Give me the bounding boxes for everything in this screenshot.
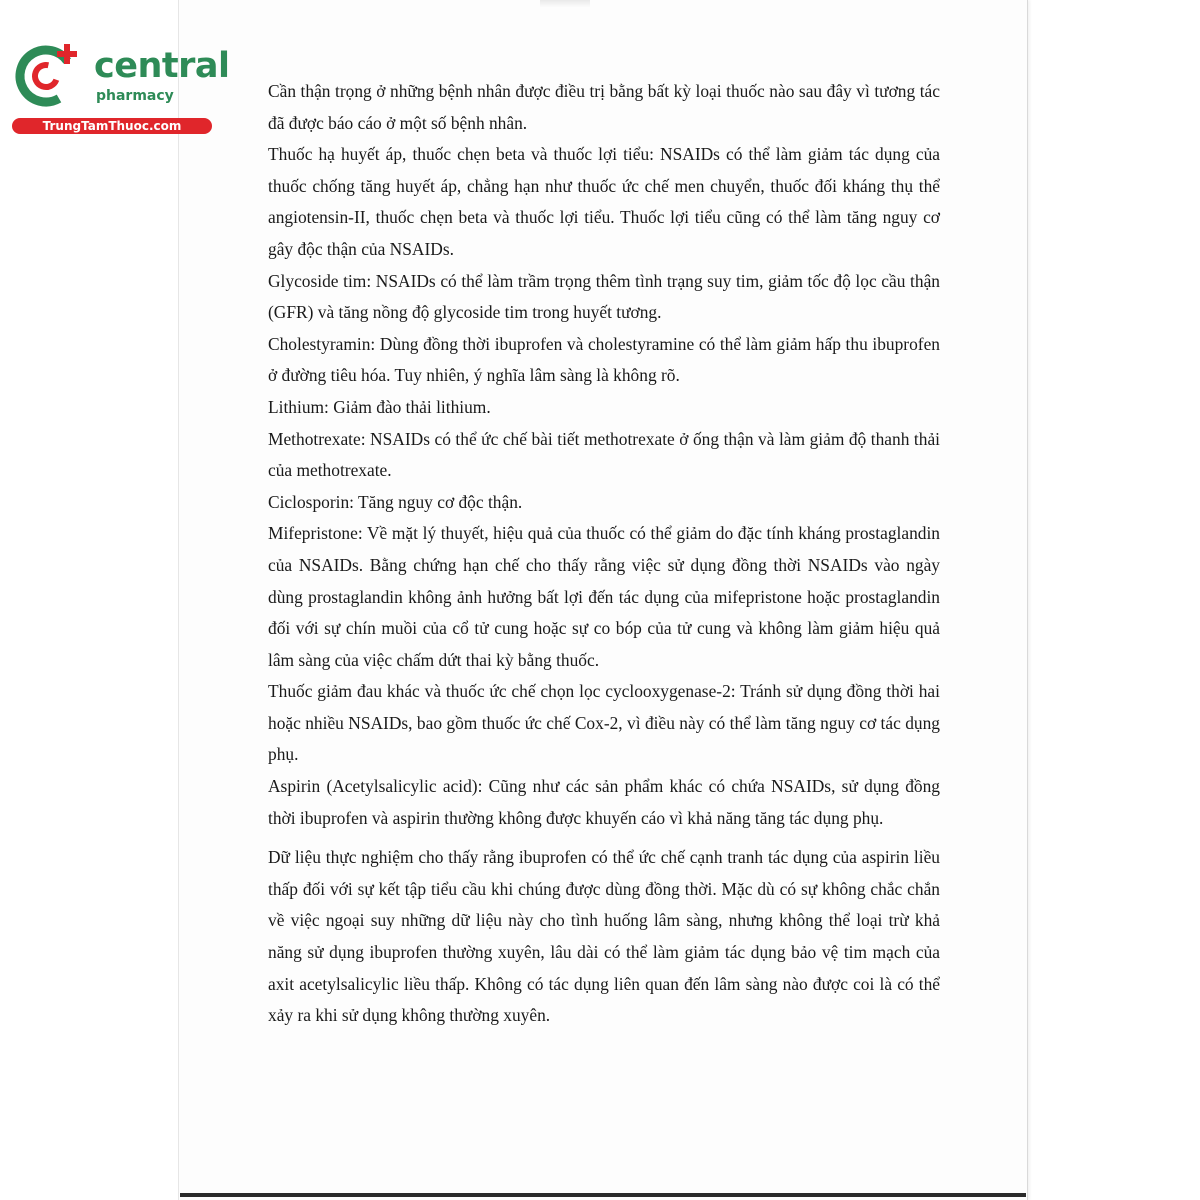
paragraph: Cần thận trọng ở những bệnh nhân được điều trị bằng bất kỳ loại thuốc nào sau đây vì tương tác đã được báo cáo ở một số bệnh nhân. [268,81,940,133]
central-pharmacy-logo [8,38,230,138]
pharmacy-cross-icon [12,38,84,110]
paragraph: Thuốc hạ huyết áp, thuốc chẹn beta và thuốc lợi tiểu: NSAIDs có thể làm giảm tác dụng của thuốc chống tăng huyết áp, chẳng hạn như thuốc ức chế men chuyển, thuốc đối kháng thụ thể angiotensin-II, thuốc chẹn beta và thuốc lợi tiểu. Thuốc lợi tiểu cũng có thể làm tăng nguy cơ gây độc thận của NSAIDs. [268,144,940,259]
paragraph: Mifepristone: Về mặt lý thuyết, hiệu quả của thuốc có thể giảm do đặc tính kháng prostaglandin của NSAIDs. Bằng chứng hạn chế cho thấy rằng việc sử dụng đồng thời NSAIDs vào ngày dùng prostaglandin không ảnh hưởng bất lợi đến tác dụng của mifepristone hoặc prostaglandin đối với sự chín muồi của cổ tử cung hoặc sự co bóp của tử cung và không làm giảm hiệu quả lâm sàng của việc chấm dứt thai kỳ bằng thuốc. [268,523,940,670]
margin-stamp-mark [1012,418,1030,568]
logo-wordmark: central [94,46,230,86]
paragraph: Methotrexate: NSAIDs có thể ức chế bài tiết methotrexate ở ống thận và làm giảm độ thanh thải của methotrexate. [268,428,940,481]
paragraph: Ciclosporin: Tăng nguy cơ độc thận. [268,491,523,512]
logo-subtitle: pharmacy [96,88,174,104]
scan-artifact [540,0,590,8]
paragraph: Cholestyramin: Dùng đồng thời ibuprofen và cholestyramine có thể làm giảm hấp thu ibuprofen ở đường tiêu hóa. Tuy nhiên, ý nghĩa lâm sàng là không rõ. [268,333,940,386]
paragraph: Lithium: Giảm đào thải lithium. [268,396,491,417]
paragraph: Dữ liệu thực nghiệm cho thấy rằng ibuprofen có thể ức chế cạnh tranh tác dụng của aspirin liều thấp đối với sự kết tập tiểu cầu khi chúng được dùng đồng thời. Mặc dù có sự không chắc chắn về việc ngoại suy những dữ liệu này cho tình huống lâm sàng, nhưng không thể loại trừ khả năng sử dụng ibuprofen thường xuyên, lâu dài có thể làm giảm tác dụng bảo vệ tim mạch của axit acetylsalicylic liều thấp. Không có tác dụng liên quan đến lâm sàng nào được coi là có thể xảy ra khi sử dụng không thường xuyên. [268,847,940,1026]
paragraph: Aspirin (Acetylsalicylic acid): Cũng như các sản phẩm khác có chứa NSAIDs, sử dụng đồng thời ibuprofen và aspirin thường không được khuyến cáo vì khả năng tăng tác dụng phụ. [268,776,940,828]
document-body [268,76,940,1032]
page-bottom-edge [180,1193,1026,1197]
paragraph: Thuốc giảm đau khác và thuốc ức chế chọn lọc cyclooxygenase-2: Tránh sử dụng đồng thời hai hoặc nhiều NSAIDs, bao gồm thuốc ức chế Cox-2, vì điều này có thể làm tăng nguy cơ tác dụng phụ. [268,681,940,765]
paragraph: Glycoside tim: NSAIDs có thể làm trầm trọng thêm tình trạng suy tim, giảm tốc độ lọc cầu thận (GFR) và tăng nồng độ glycoside tim trong huyết tương. [268,270,940,323]
left-margin [0,0,178,1200]
logo-banner: TrungTamThuoc.com [12,118,212,134]
